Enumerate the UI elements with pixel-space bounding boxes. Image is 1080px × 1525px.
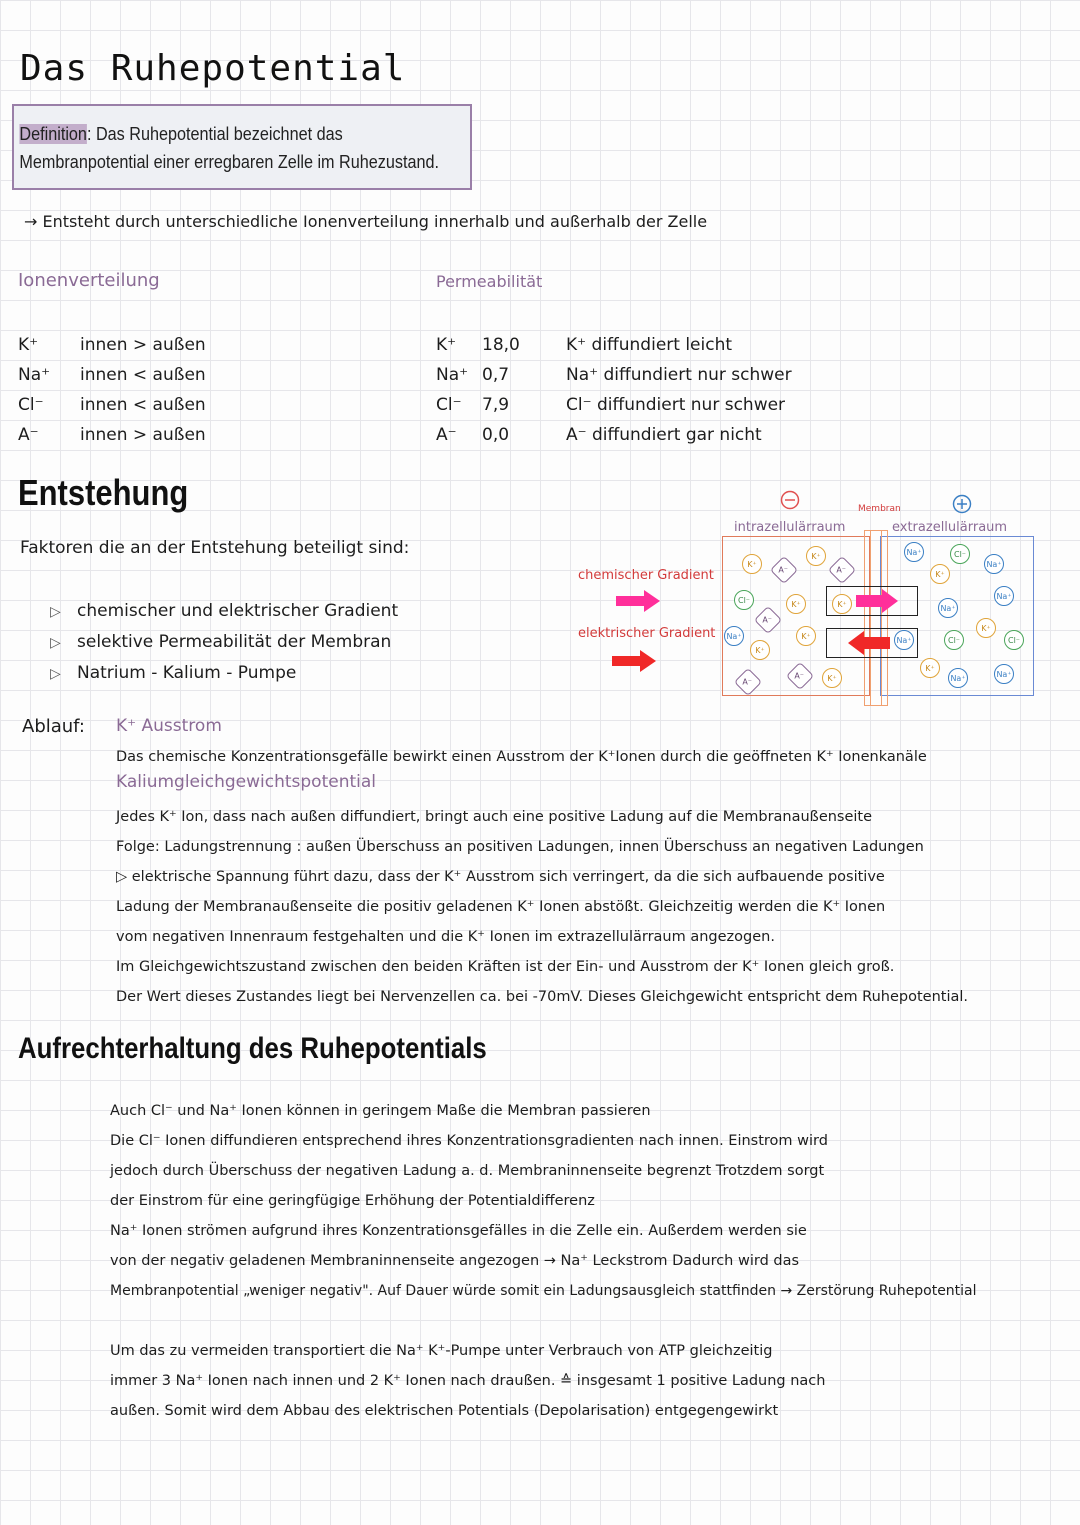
- text-line: Der Wert dieses Zustandes liegt bei Nervenzellen ca. bei -70mV. Dieses Gleichgewicht entspricht dem Ruhepotential.: [116, 989, 969, 1005]
- factors-intro: Faktoren die an der Entstehung beteiligt sind:: [20, 538, 410, 558]
- text-line: Auch Cl⁻ und Na⁺ Ionen können in geringem Maße die Membran passieren: [110, 1103, 651, 1119]
- aufrecht-paragraph-2: [110, 1336, 825, 1426]
- text-line: Membranpotential „weniger negativ". Auf Dauer würde somit ein Ladungsausgleich stattfinden → Zerstörung Ruhepotential: [110, 1283, 977, 1299]
- plus-icon: [952, 494, 972, 514]
- ablauf-sub2: Kaliumgleichgewichtspotential: [116, 772, 377, 792]
- ion-distribution-heading: Ionenverteilung: [18, 270, 160, 291]
- elec-gradient-label: elektrischer Gradient: [578, 626, 716, 641]
- ion-distribution-table: [18, 330, 206, 450]
- definition-line1: : Das Ruhepotential bezeichnet das: [86, 124, 343, 144]
- na-ion-icon: Na⁺: [724, 626, 744, 646]
- na-ion-icon: Na⁺: [938, 598, 958, 618]
- factor-list: [50, 596, 398, 689]
- k-ion-icon: K⁺: [920, 658, 940, 678]
- cl-ion-icon: Cl⁻: [1004, 630, 1024, 650]
- text-line: immer 3 Na⁺ Ionen nach innen und 2 K⁺ Ionen nach draußen. ≙ insgesamt 1 positive Ladung nach: [110, 1373, 826, 1389]
- text-line: Im Gleichgewichtszustand zwischen den beiden Kräften ist der Ein- und Ausstrom der K⁺ Ionen gleich groß.: [116, 959, 895, 975]
- minus-icon: [780, 490, 800, 510]
- factor-item: ▷ chemischer und elektrischer Gradient: [50, 601, 399, 621]
- ablauf-sub: K⁺ Ausstrom: [116, 716, 222, 736]
- elec-gradient-arrow-icon: [612, 650, 658, 672]
- k-ion-icon: K⁺: [742, 554, 762, 574]
- factor-item: ▷ selektive Permeabilität der Membran: [50, 632, 392, 652]
- ablauf-line1: Das chemische Konzentrationsgefälle bewirkt einen Ausstrom der K⁺Ionen durch die geöffneten K⁺ Ionenkanäle: [116, 749, 927, 765]
- anion-icon: A⁻: [770, 556, 798, 584]
- k-ion-icon: K⁺: [786, 594, 806, 614]
- intra-label: intrazellulärraum: [734, 520, 846, 535]
- text-line: Na⁺ Ionen strömen aufgrund ihres Konzentrationsgefälles in die Zelle ein. Außerdem werden sie: [110, 1223, 807, 1239]
- perm-row: Na⁺ 0,7 Na⁺ diffundiert nur schwer: [436, 365, 792, 385]
- text-line: Um das zu vermeiden transportiert die Na⁺ K⁺-Pumpe unter Verbrauch von ATP gleichzeitig: [110, 1343, 773, 1359]
- entstehung-heading: Entstehung: [18, 472, 189, 513]
- perm-row: K⁺ 18,0 K⁺ diffundiert leicht: [436, 335, 733, 355]
- anion-icon: A⁻: [786, 662, 814, 690]
- ion-row: Na⁺ innen < außen: [18, 365, 206, 385]
- ion-row: A⁻ innen > außen: [18, 425, 206, 445]
- intro-line: → Entsteht durch unterschiedliche Ionenverteilung innerhalb und außerhalb der Zelle: [24, 212, 708, 231]
- ion-row: Cl⁻ innen < außen: [18, 395, 206, 415]
- chem-gradient-label: chemischer Gradient: [578, 568, 714, 583]
- definition-box: [12, 104, 472, 190]
- triangle-bullet-icon: ▷: [50, 666, 61, 682]
- membrane-diagram: [722, 490, 1042, 710]
- text-line: jedoch durch Überschuss der negativen Ladung a. d. Membraninnenseite begrenzt Trotzdem sorgt: [110, 1163, 825, 1179]
- triangle-bullet-icon: ▷: [50, 604, 61, 620]
- text-line: der Einstrom für eine geringfügige Erhöhung der Potentialdifferenz: [110, 1193, 595, 1209]
- triangle-bullet-icon: ▷: [50, 635, 61, 651]
- cl-ion-icon: Cl⁻: [950, 544, 970, 564]
- text-line: außen. Somit wird dem Abbau des elektrischen Potentials (Depolarisation) entgegengewirkt: [110, 1403, 779, 1419]
- factor-item: ▷ Natrium - Kalium - Pumpe: [50, 663, 297, 683]
- perm-row: Cl⁻ 7,9 Cl⁻ diffundiert nur schwer: [436, 395, 786, 415]
- perm-row: A⁻ 0,0 A⁻ diffundiert gar nicht: [436, 425, 762, 445]
- na-ion-icon: Na⁺: [948, 668, 968, 688]
- text-line: Ladung der Membranaußenseite die positiv geladenen K⁺ Ionen abstößt. Gleichzeitig werden die K⁺ Ionen: [116, 899, 886, 915]
- page-title: Das Ruhepotential: [20, 48, 406, 89]
- k-outflow-arrow-icon: [856, 588, 900, 614]
- text-line: Folge: Ladungstrennung : außen Überschuss an positiven Ladungen, innen Überschuss an negativen Ladungen: [116, 839, 924, 855]
- na-ion-icon: Na⁺: [984, 554, 1004, 574]
- extra-label: extrazellulärraum: [892, 520, 1008, 535]
- definition-line2: Membranpotential einer erregbaren Zelle im Ruhezustand.: [19, 152, 440, 172]
- na-ion-icon: Na⁺: [994, 586, 1014, 606]
- definition-label: Definition: [19, 124, 87, 144]
- k-ion-icon: K⁺: [930, 564, 950, 584]
- k-ion-icon: K⁺: [976, 618, 996, 638]
- aufrecht-heading: Aufrechterhaltung des Ruhepotentials: [18, 1032, 487, 1065]
- ablauf-label: Ablauf:: [22, 716, 85, 737]
- k-ion-icon: K⁺: [796, 626, 816, 646]
- k-ion-icon: K⁺: [822, 668, 842, 688]
- k-ion-icon: K⁺: [806, 546, 826, 566]
- na-ion-icon: Na⁺: [994, 664, 1014, 684]
- na-ion-icon: Na⁺: [904, 542, 924, 562]
- text-line: von der negativ geladenen Membraninnenseite angezogen → Na⁺ Leckstrom Dadurch wird das: [110, 1253, 800, 1269]
- na-ion-icon: Na⁺: [894, 630, 914, 650]
- text-line: ▷ elektrische Spannung führt dazu, dass der K⁺ Ausstrom sich verringert, da die sich aufbauende positive: [116, 869, 885, 885]
- permeability-heading: Permeabilität: [436, 272, 543, 291]
- cl-ion-icon: Cl⁻: [734, 590, 754, 610]
- text-line: Die Cl⁻ Ionen diffundieren entsprechend ihres Konzentrationsgradienten nach innen. Einstrom wird: [110, 1133, 828, 1149]
- anion-icon: A⁻: [754, 606, 782, 634]
- text-line: vom negativen Innenraum festgehalten und die K⁺ Ionen im extrazellulärraum angezogen.: [116, 929, 775, 945]
- cl-ion-icon: Cl⁻: [944, 630, 964, 650]
- anion-icon: A⁻: [828, 556, 856, 584]
- aufrecht-paragraph: [110, 1096, 977, 1306]
- permeability-table: [436, 330, 792, 450]
- membrane-label: Membran: [858, 504, 901, 514]
- ion-row: K⁺ innen > außen: [18, 335, 206, 355]
- chem-gradient-arrow-icon: [616, 590, 662, 612]
- k-ion-icon: K⁺: [832, 594, 852, 614]
- text-line: Jedes K⁺ Ion, dass nach außen diffundiert, bringt auch eine positive Ladung auf die Membranaußenseite: [116, 809, 873, 825]
- k-ion-icon: K⁺: [750, 640, 770, 660]
- ablauf-paragraph: [116, 802, 968, 1012]
- k-inflow-arrow-icon: [848, 630, 892, 656]
- anion-icon: A⁻: [734, 668, 762, 696]
